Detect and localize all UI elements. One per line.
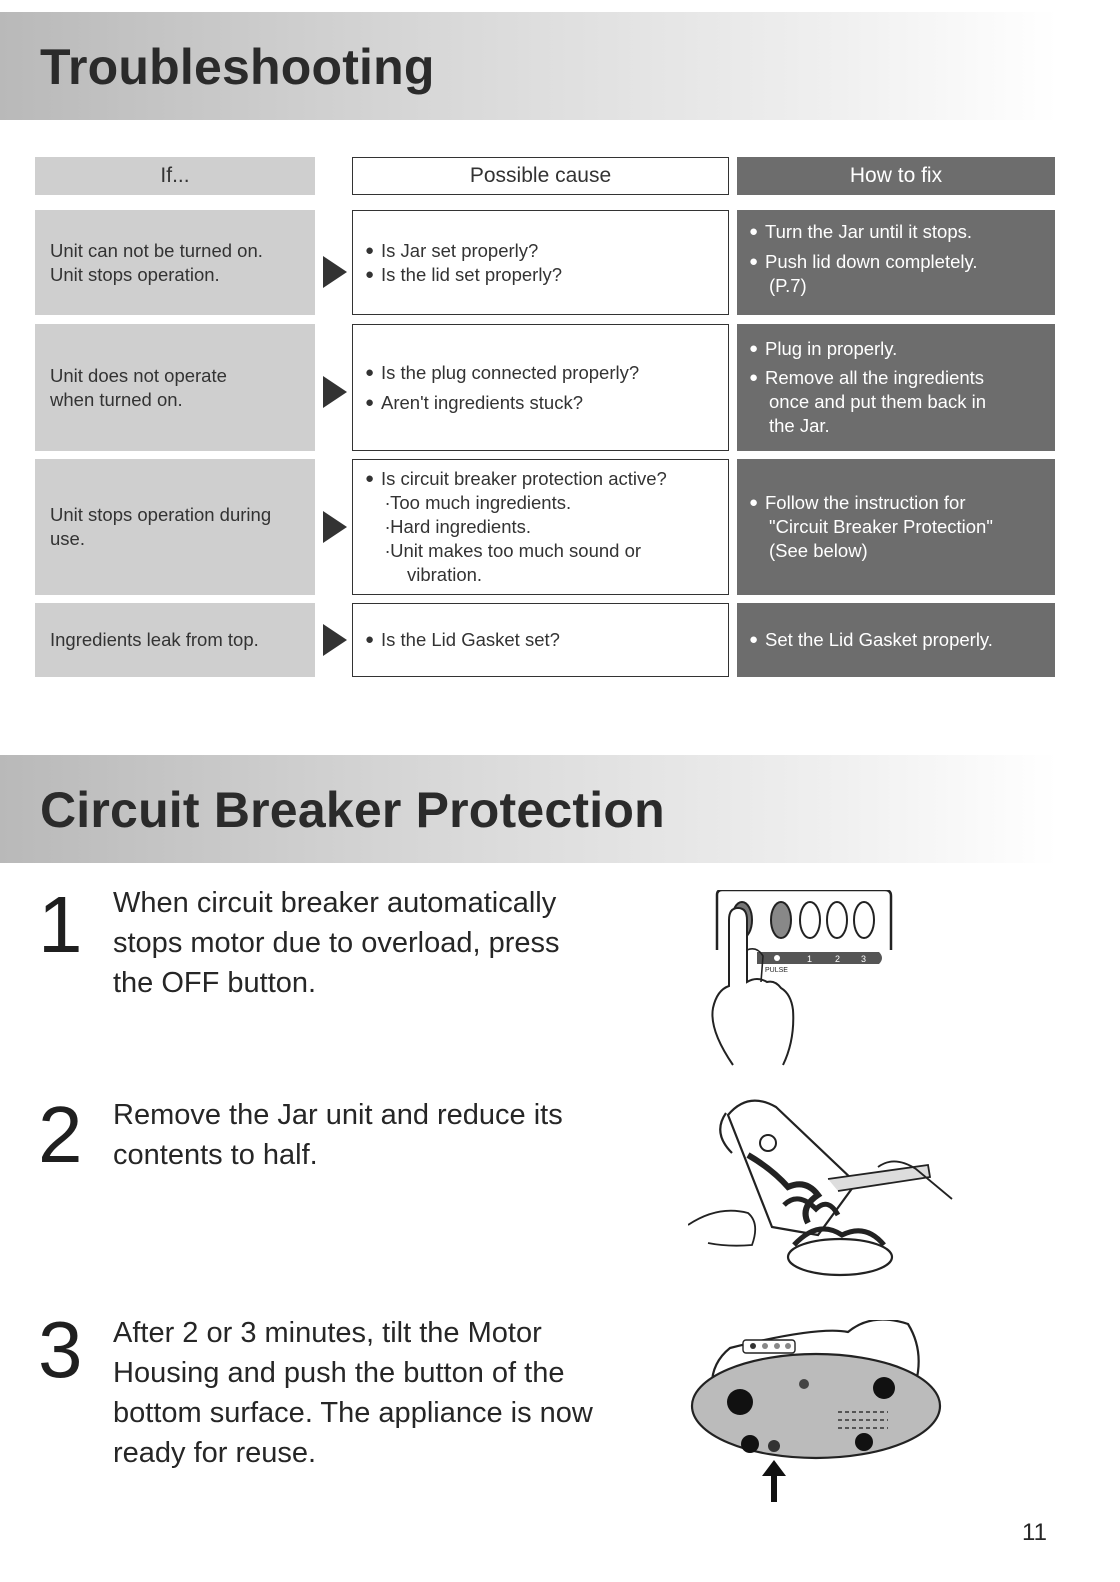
step-line: stops motor due to overload, press xyxy=(113,927,560,959)
bullet-icon: ● xyxy=(365,470,375,487)
row4-condition xyxy=(35,603,315,677)
bullet-icon: ● xyxy=(749,494,759,511)
row2-cause xyxy=(352,324,729,451)
circuit-breaker-banner xyxy=(0,755,1058,863)
bullet-icon: ● xyxy=(365,631,375,648)
cause-item xyxy=(365,391,718,415)
cause-text: Is the plug connected properly? xyxy=(381,361,640,383)
row1-condition-line: Unit stops operation. xyxy=(50,263,220,285)
cause-item xyxy=(365,263,718,287)
header-possible-cause xyxy=(352,157,729,195)
step-line: the OFF button. xyxy=(113,967,317,999)
step-2-text xyxy=(113,1095,658,1175)
header-fix-label: How to fix xyxy=(849,164,943,187)
cause-item xyxy=(365,628,718,652)
fix-item xyxy=(749,491,1047,515)
fix-text: Push lid down completely. xyxy=(765,251,978,272)
row1-fix xyxy=(737,210,1055,315)
fix-item xyxy=(749,337,1047,361)
arrow-right-icon xyxy=(323,511,347,543)
step-1-text xyxy=(113,883,658,1003)
row3-fix xyxy=(737,459,1055,595)
cause-text: Is Jar set properly? xyxy=(381,239,539,261)
cause-subitem: ∙Too much ingredients. xyxy=(385,492,572,513)
cause-text: Aren't ingredients stuck? xyxy=(381,391,584,413)
step-line: Housing and push the button of the xyxy=(113,1357,565,1389)
arrow-right-icon xyxy=(323,256,347,288)
circuit-breaker-title: Circuit Breaker Protection xyxy=(40,782,665,838)
jar-removal-illustration xyxy=(688,1095,978,1285)
speed-2-label: 2 xyxy=(835,954,841,964)
arrow-right-icon xyxy=(323,624,347,656)
row3-condition-line: use. xyxy=(50,528,85,549)
cause-subitem: ∙Hard ingredients. xyxy=(385,516,532,537)
cause-item xyxy=(365,361,718,385)
fix-text: Set the Lid Gasket properly. xyxy=(765,629,993,650)
fix-text: Turn the Jar until it stops. xyxy=(765,221,973,242)
fix-item xyxy=(749,628,1047,652)
fix-text: "Circuit Breaker Protection" xyxy=(769,516,993,537)
step-line: ready for reuse. xyxy=(113,1437,317,1469)
bullet-icon: ● xyxy=(365,393,375,411)
bullet-icon: ● xyxy=(365,265,375,283)
fix-text: Plug in properly. xyxy=(765,338,898,359)
row2-condition xyxy=(35,324,315,451)
bullet-icon: ● xyxy=(365,363,375,381)
step-3-text xyxy=(113,1313,658,1473)
cause-item xyxy=(365,467,718,491)
step-3-number: 3 xyxy=(38,1305,83,1394)
cause-text: Is the Lid Gasket set? xyxy=(381,629,560,650)
fix-item xyxy=(749,250,1047,274)
bullet-icon: ● xyxy=(749,223,759,240)
step-line: contents to half. xyxy=(113,1139,318,1171)
header-if-label: If... xyxy=(160,164,190,187)
row1-condition-line: Unit can not be turned on. xyxy=(50,239,263,261)
row1-condition xyxy=(35,210,315,315)
step-line: When circuit breaker automatically xyxy=(113,887,557,919)
troubleshooting-title: Troubleshooting xyxy=(40,39,435,95)
cause-item xyxy=(365,239,718,263)
speed-3-label: 3 xyxy=(861,954,867,964)
fix-item xyxy=(749,366,1047,390)
row1-cause xyxy=(352,210,729,315)
speed-1-label: 1 xyxy=(807,954,813,964)
row3-cause xyxy=(352,459,729,595)
row4-fix xyxy=(737,603,1055,677)
row3-condition-line: Unit stops operation during xyxy=(50,504,272,525)
fix-text: the Jar. xyxy=(769,415,830,436)
row2-fix xyxy=(737,324,1055,451)
step-line: After 2 or 3 minutes, tilt the Motor xyxy=(113,1317,542,1349)
off-button-illustration xyxy=(695,890,915,1070)
fix-text: Remove all the ingredients xyxy=(765,367,985,388)
row3-condition xyxy=(35,459,315,595)
cause-subitem: vibration. xyxy=(407,564,483,585)
cause-subitem: ∙Unit makes too much sound or xyxy=(385,540,642,561)
step-line: bottom surface. The appliance is now xyxy=(113,1397,593,1429)
bullet-icon: ● xyxy=(749,631,759,648)
bullet-icon: ● xyxy=(749,369,759,386)
fix-item xyxy=(749,220,1047,244)
bullet-icon: ● xyxy=(749,253,759,270)
header-cause-label: Possible cause xyxy=(469,164,612,187)
bullet-icon: ● xyxy=(749,340,759,357)
row4-cause xyxy=(352,603,729,677)
step-2-number: 2 xyxy=(38,1090,83,1179)
row2-condition-line: when turned on. xyxy=(50,388,183,410)
fix-text: Follow the instruction for xyxy=(765,492,966,513)
troubleshooting-banner xyxy=(0,12,1058,120)
bullet-icon: ● xyxy=(365,241,375,259)
row4-condition-line: Ingredients leak from top. xyxy=(50,629,259,650)
row2-condition-line: Unit does not operate xyxy=(50,364,227,386)
fix-text: (See below) xyxy=(769,540,868,561)
cause-text: Is the lid set properly? xyxy=(381,263,562,285)
step-line: Remove the Jar unit and reduce its xyxy=(113,1099,563,1131)
arrow-right-icon xyxy=(323,376,347,408)
motor-housing-bottom-illustration xyxy=(688,1320,948,1510)
pulse-label: PULSE xyxy=(765,967,788,974)
header-if xyxy=(35,157,315,195)
fix-text: (P.7) xyxy=(769,275,807,296)
fix-text: once and put them back in xyxy=(769,391,987,412)
step-1-number: 1 xyxy=(38,880,83,969)
header-how-to-fix xyxy=(737,157,1055,195)
cause-text: Is circuit breaker protection active? xyxy=(381,468,667,489)
page-number: 11 xyxy=(1022,1519,1047,1546)
